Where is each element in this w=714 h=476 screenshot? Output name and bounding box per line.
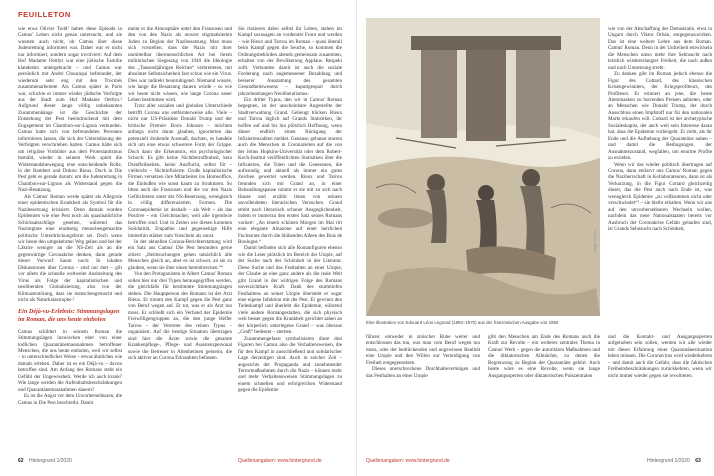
paragraph: Trotz aller sozialen und globalen Unterschiede betrifft Corona uns entfernterweise alle. Viele – nicht nur US-Präsident Donald Trump und der britische Premier Boris Johnson – möchten anfangs nicht daran glauben, ignorierten das potenziell drohende Ausmaß, dachten, es handele sich um eine etwas schwerere Form der Grippe. Doch dann die Erkenntnis, ein psychologischer Schock: Es gibt keine Nichtbetroffenheit, kein Draufleibseiten, keine Ausflucht, selbst für – vielleicht – Nichtinfizierte. Große kapitalistische Firmen versetzen ihre Mitarbeiter ins Homeoffice, die Einbußen wie sonst kaum zu Strukturen. So litten auch die Franzosen und die vor den Nazis Geflüchteten unter der NS-Besetzung, wenngleich in völlig differenzierten Formen. Die Coronaepidemie ist deshalb – als Welt – als das Positive – ein Gleichmacher, weil alle irgendwie betroffen sind. Und in Zeiten wie diesen kommen Solidarität, Empathie und gegenseitige Hilfe immerhin stärker zum Vorschein als sonst. bbox=[128, 103, 232, 239]
section-label: FEUILLETON bbox=[18, 10, 71, 19]
paragraph: Wenn wir das wieder politisch übertragen auf Corona, dann entlarvt uns Camus' Roman gegen die Naziherrschaft in Kollaborateuren, dann ist als Verkurzung, in die Figur Cottard gleichzeitig dieser, das die Pest auch nach Ende ist, was wenngleich Epidemie „zu vollkommen nicht oder verschwindet“⁵ – sie bleibt erhalten. Wenn wir uns auf den unvorhersehbaren Wechseln wollen, nachdem das neue Nationalstaaten bereits vor Ausbruch der Coronakrise Gefahr gelaufen sind, ist Grands Sehnsucht nach Schönheit, bbox=[608, 161, 712, 233]
paragraph: Ein dritter Typus, den wir in Camus' Roman begegnen, ist der unscheinbare Angestellte der Stadtverwaltung Grand. Gebeugt blicken Rieux und Tarrou täglich auf Grands Statistiken, ihr hoffen auf und bis hin plötzlich Hoffnung, wenn dieser endlich einen Rückgang der Infiziertenzahlen meldet. Genauso gebannt starren auch die Menschen in Coronazeiten auf die von der Johns Hopkins-Universität oder dem Robert-Koch-Institut veröffentlichten Statistiken über die Infizierten, die Toten und die Genesenen, die aufwendig und aktuell als immer ein gutes Zeichen gewertet werden. Rieux und Tarrou freunden sich mit Grand an, in einer Behandlungspause nimmt er sie mit zu sich nach Hause und erzählt ihnen von seinem unvollendeten literarischen Versuchen. Grand strebt nach literarisch schoner Ausgeglichenheit, indem er immerzu den ersten Satz seines Romans variiert: „An einem schönen Morgen im Mai ritt eine elegante Amazone auf einer herrlichen Fuchsstute durch die blühenden Alleen des Bois de Boulogne.“ bbox=[238, 96, 342, 245]
article-column-3 bbox=[238, 26, 342, 450]
article-column-6b bbox=[608, 334, 712, 450]
issue-label: Hintergrund 1/2020 bbox=[28, 458, 72, 464]
paragraph: Sie riskieren dabei selbst ihr Leben, stehen im Kampf sozusagen an vorderster Front und werden – wie Rieux und Tarrou im Roman – quasi überall beim Kampf gegen die Seuche, so kommen die Ordnungsbehörden abends gemeinsam zusammen, erhalten von der Bevölkerung Applaus. Respekt zollt. Verbunden damit ist auch die soziale Forderung nach angemessener Bezahlung und besserer Ausstattung des gesamten Gesundheitswesens – kaputtgespart durch jahrzehntelangen Neoliberalismus. bbox=[238, 26, 342, 97]
issue-label: Hintergrund 1/2020 bbox=[647, 458, 690, 464]
source-link[interactable]: Quellenangaben: www.hintergrund.de bbox=[366, 458, 450, 464]
illustration bbox=[366, 18, 600, 316]
paragraph: Von den Protagonisten in Albert Camus' Roman sollen hier nur drei Typen herausgegriffen werden, die gleichfalls für bestimmte Stimmungslagen stehen. Die Hauptperson des Romans ist der Arzt Rieux. Er nimmt den Kampf gegen die Pest ganz von Beruf wegen auf. Er tut, was er als Arzt tun muss. Er schließt sich ein Verband der Epidemie Freiwilligengruppen an, die den junge Helfer Tarrou – der Vertreter des reinen Typus – organisiert. Auf die heutige Situation übertragen sind hier die Ärzte sowie die gesamte Krankenpflege-, Pflege- und Assistenzpersonal sowie die Betreuer in Altenheimen gemeint, die sich aktiver an Corona Erkrankten befassen. bbox=[128, 271, 232, 362]
left-footer bbox=[18, 458, 72, 464]
right-source bbox=[366, 458, 450, 464]
paragraph: Als Camus' Roman werde später als Allegorie einer epidemischen Krankheit als Symbol für die Nazibesetzung kritisiert. Denn damals wurden Epidemien wie eine Pest noch als quasinatürliche Schicksalsschläge gesehen, während das Naziregime eine eindeutig menschengemachte politische Unterdrückungsform sei. Doch wenn wir heute den umgekehrten Weg gehen und bei der Läktire weniger an die NS-Zeit als an die gegenwärtige Coronakrise denken, dann gerade dieser Vorwurf kaum noch: In lokalen Diskussionen über Corona – sind nur dort – gilt vor allem die schnelle weltweite Ausbreitung des Virus als Folge der kapitalistischen und neoliberalen Globalisierung, also von der Klimazerstörung, dass sie menschengemacht und nicht als Naturkatastrophe.³ bbox=[18, 193, 122, 304]
paragraph: Zusammengefasst symbolisieren diese drei Figuren bei Camus also die Verhaltensweisen, die für den Kampf in ausschließend und solidarischer Lage derzeitigen sind. Auch in solcher Zeit – angesichts der Propaganda und zunehmender Terrormaßnahmen durch die Nazis – können mehr und mehr Verhaltensweisen Stimmungslagen zu einem schnellen und erfolgreichen Widerstand gegen die Epidemie bbox=[238, 335, 342, 394]
paragraph: meint er die Atmosphäre unter den Franzosen und den von den Nazis als unwert stigmatisierten Juden zu Beginn der Nazibesatzung. Man muss sich vorstellen, dass die Nazis mit ihrer unmittelbar übermenschlichen Art bei ihrem militärischen Siegeszug von 1940 die Ideologie des „Tausendjährigen Reiches“ verbreiteten, mit absoluter Selbstsicherheit fast schon wie ein Virus. Dies war indirekt beunruhigend. Niemand wusste, wie lange die Besatzung dauern würde – so wie wir heute nicht wissen, wie lange Corona unser Leben bestimmen wird. bbox=[128, 26, 232, 103]
paragraph: Es ist die Angst vor dem Unvorhersehbaren, die Camus in Die Pest beschreibt. Damit bbox=[18, 393, 122, 406]
article-column-5a bbox=[488, 334, 600, 450]
image-credit: Image Science bbox=[593, 230, 597, 253]
right-page bbox=[357, 0, 714, 476]
article-column-6 bbox=[608, 26, 712, 332]
paragraph: Zu denken gibt im Roman jedoch ebenso die Figur des Cottard, des klassischen Krisengewinnlers, der Kriegsprofiteurs, des Profiteurs. Er erinnert an jene, die heute Atemmasken zu horrenden Preisen anbieten, oder an Menschen wie Donald Trump, der durch Ausschluss einen Impfstoff nur für den nationalen Markt erkaufen will. Cottard ist der archetypische Sozialeskapist, der auch weil sein Interesse daran hat, dass die Epidemie vorbeigeht. Er zieht, als ihr Ende und die Aufhebung der Quarantäne nahen – und damit die Bedingungen, der Ausnahmezustand, wegfallen, um enorme Profite zu erzielen. bbox=[608, 71, 712, 162]
paragraph: und die Kontakt- und Ausgangssperren aufgehoben sein sollen, werden wir alle wieder mit dieser Erfahrung einer Quarantänesituation leben müssen. Die Coronavirus wird wiederkehren – und damit auch die Gefahr, dass die faktischen Freiheitsbeschränkungen zurückkehren, wenn wir nicht immer wieder gegen sie revoltieren. bbox=[608, 334, 712, 379]
page-number: 63 bbox=[695, 458, 701, 464]
source-link[interactable]: Quellenangaben: www.hintergrund.de bbox=[238, 458, 322, 464]
paragraph: Camus schildert in seinem Roman die Stimmungslagen inzwischen eher von einer todlichen Quarantänemassnahmen betroffener Menschen, die uns heute einholen, weil wir selbst – in unterschiedlicher Weise – etwas ähnliches wie damals erleben. Daher ist es ein Déjà-vu – davon betroffen sind. Am Anfang des Romans steht ein Gefühl der Ungewissheit. Werde ich auch krank? Wie lange werden die Aufenthaltsbeschränkungen und Quarantänemassnahmen dauern? bbox=[18, 328, 122, 393]
paragraph: In der aktuellen Corona-Berichterstattung wird ein Satz aus Camus' Die Pest besonders gerne zitiert: „Heimsuchungen gehen tatsächlich alle Menschen gleich an, aber es ist schwer, an sie zu glauben, wenn sie über einen hereinbrechen.“⁴ bbox=[128, 238, 232, 271]
article-column-4a bbox=[366, 334, 480, 450]
paragraph: gibt den Menschen am Ende des Romans auch die Kraft zur Revolte – ein weiteres zentrales Thema in Camus' Werk – gegen die autoritären Maßnahmen und die diktatorischen Allmächte, zu denen die Begrenzung zu Beginn der Quarantäne gehört. Auch heute wäre es eine Revolte, wenn sie lange Ausgangssperren oder diktatorischen Pulszentralen bbox=[488, 334, 600, 379]
paragraph: wie etwa Olivier Todd¹ haben diese Episode in Camus' Leben nicht genau untersucht, und sie wussten auch nicht, ob Camus über diese Judenrettung informiert war. Daher war er nicht nur informiert, sondern sogar involviert: Auf dem Hof Madame Oettlys war eine jüdische Familie klandestin untergebracht – und Camus war persönlich mit André Chouraqui befreundet, der wiederum sehr eng mit den Trocmés zusammenarbeitete. Als Camus später in Paris war, schickte er immer wieder jüdische Verfolgte aus der Stadt zum Hof Madame Oettlys.² Aufgrund dieser lange völlig unbekannten Zusammenhänge ist die Geschichte der Entstehung der Pest beeindruckend mit dem Engagement im Chambon-sur-Lignon verbunden. Camus hatte sich von befreundeten Personen informieren lassen, die sich der Unterstützung der Verfolgten verschrieben hatten. Camus hätte sich um religiöse Vorbilder aus dem Protestantismus bemüht, wieder in seinem Werk spielt die Widerstandsbewegung eine entscheidende Rolle, in der Rambert und Doktor Rieux. Doch in Die Pest geht es gerade darum: um die Judenrettung in Chambon-sur-Lignon als Widerstand gegen die Nazi-Besatzung. bbox=[18, 26, 122, 194]
illustration-drawing bbox=[366, 18, 600, 316]
page-number: 62 bbox=[18, 458, 24, 464]
left-source bbox=[238, 458, 322, 464]
figure-caption: Eine Illustration von Edouard Léon Legrand (1892–1970) aus der französischen Ausgabe von 1950 bbox=[366, 320, 559, 325]
article-column-1 bbox=[18, 26, 122, 450]
paragraph: Dieses unerschrockene Durchhaltevermögen und das Festhalten an einer Utopie bbox=[366, 366, 480, 379]
paragraph: Damit befinden sich alle Romanfiguren ebenso wie die Leser plötzlich im Bereich der Utopie, auf der Suche nach der Schönheit in der Literatur. Diese Suche und das Festhalten an einer Utopie, der Glaube an eine ganz andere als die reale Welt gibt Grand in der widrigen Folge des Romans unverzichtbare Kraft. Dank des sturmtiefen Festhaltens an seiner Utopie übersteht er sogar eine eigene Infektion mit der Pest. Er gewinnt den Todeskampf und überlebt die Epidemie, während viele andere Romangestalten, die sich physisch weit besser gegen die Krankheit gerichtet sahen an der körperlich unterlegene Grand – was überaus „Groß“ bedeutet – sterben. bbox=[238, 245, 342, 336]
article-column-2 bbox=[128, 26, 232, 450]
right-footer bbox=[647, 458, 701, 464]
paragraph: wie von der Abschaffung der Demokratie, etwa in Ungarn durch Viktor Orbán, entgegenzuwirken. Das ist eine weitere Lehre aus dem Roman. Camus' Roman. Denn in der Unfreiheit entwickeln die Menschen umso mehr ihre Sehnsucht nach letztlich wiedererlangter Freiheit, die nach außen und nach Umsetzung strebt. bbox=[608, 26, 712, 71]
subheading: Ein Déjà-vu-Erlebnis: Stimmungslagen im Roman, die uns heute einholen bbox=[18, 308, 120, 324]
paragraph: führen: entweder in stoischer Ruhe weiter und entschlossen das tun, was man vom Beruf wegen tun muss, oder der bedrückenden und ungewissen Realität eine Utopie und den Willen zur Verteidigung von Freiheit entgegensetzen. bbox=[366, 334, 480, 366]
